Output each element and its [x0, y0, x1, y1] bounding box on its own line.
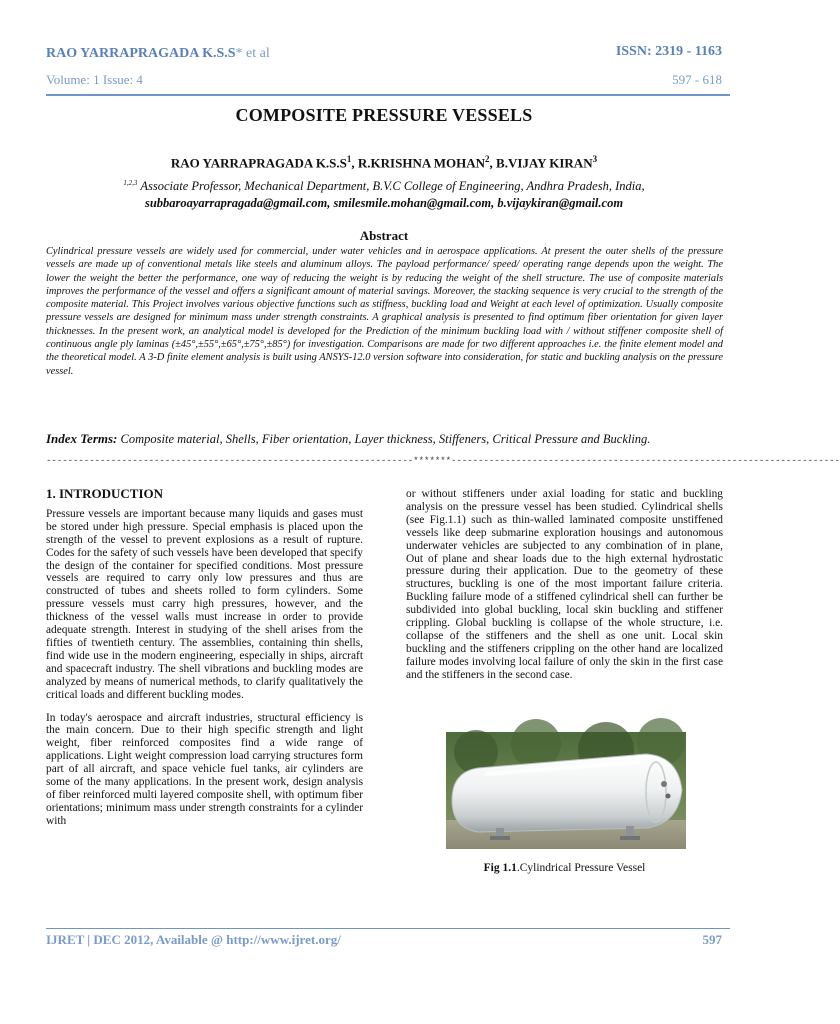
author-3-sup: 3 — [592, 154, 598, 164]
intro-paragraph-1: Pressure vessels are important because many liquids and gases must be stored under high pressure. Special emphasis is placed upon the strength of the vessel to prevent explosions as a result of rupture. Codes for the safety of such vessels have been developed that specify the design of the container for specified conditions. Most pressure vessels are required to carry only low pressures and thus are constructed of tubes and sheets rolled to form cylinders. Some pressure vessels must carry high pressures, however, and the thickness of the vessel walls must increase in order to provide adequate strength. Interest in studying of the shell arises from the fifties of twentieth century. The assemblies, containing thin shells, find wide use in the modern engineering, especially in ships, aircraft and spacecraft industry. The shell vibrations and buckling modes are analyzed by means of numerical methods, to clarify qualitatively the critical loads and different buckling modes. — [46, 507, 363, 701]
header-pages: 597 - 618 — [672, 72, 722, 87]
author-2: R.KRISHNA MOHAN — [357, 155, 486, 171]
author-list — [0, 154, 768, 171]
paper-title: COMPOSITE PRESSURE VESSELS — [235, 105, 533, 125]
header-authors — [46, 44, 270, 62]
affiliation-sup: 1,2,3 — [123, 179, 138, 187]
affiliation-text: Associate Professor, Mechanical Department, B.V.C College of Engineering, Andhra Pradesh, India, — [140, 179, 645, 194]
right-column — [406, 488, 723, 682]
figure-caption — [406, 862, 723, 874]
header-rule — [46, 94, 730, 96]
left-column — [46, 488, 363, 828]
abstract-text: Cylindrical pressure vessels are widely used for commercial, under water vehicles and in aerospace applications. At present the outer shells of the pressure vessels are made up of conventional metals like steels and aluminum alloys. The payload performance/ speed/ operating range depends upon the weight. The lower the weight the better the performance, one way of reducing the weight is by reducing the weight of the shell structure. The use of composite materials improves the performance of the vessel and offers a significant amount of material savings. Moreover, the stacking sequence is very crucial to the strength of the composite material. This Project involves various objective functions such as stiffness, buckling load and Weight at each level of optimization. Usually composite pressure vessels are designed for minimum mass under strength constraints. A graphical analysis is presented to find optimum fiber orientation for given layer thicknesses. In the present work, an analytical model is developed for the Prediction of the minimum buckling load with / without stiffener composite shell of continuous angle ply laminas (±45°,±55°,±65°,±75°,±85°) for investigation. Comparisons are made for two different approaches i.e. the finite element model and the theoretical model. A 3-D finite element analysis is built using ANSYS-12.0 version software into consideration, for static and buckling analysis on the pressure vessel. — [46, 246, 723, 377]
index-terms-label: Index Terms: — [46, 431, 118, 446]
author-1: RAO YARRAPRAGADA K.S.S — [170, 155, 347, 171]
running-header — [46, 44, 722, 62]
author-sep: , — [489, 155, 497, 171]
header-author-suffix: * et al — [235, 46, 270, 61]
author-sep: , — [351, 155, 358, 171]
author-3: B.VIJAY KIRAN — [496, 155, 593, 171]
header-volume: Volume: 1 Issue: 4 — [46, 72, 143, 87]
footer-rule — [46, 928, 730, 929]
running-subheader — [46, 72, 722, 90]
affiliation — [0, 179, 768, 194]
figure-caption-text: .Cylindrical Pressure Vessel — [516, 862, 646, 874]
index-terms — [46, 431, 736, 447]
section-heading: 1. INTRODUCTION — [46, 486, 164, 501]
pressure-vessel-image — [446, 732, 686, 849]
author-2-sup: 2 — [485, 154, 490, 164]
author-1-sup: 1 — [346, 154, 352, 164]
intro-paragraph-2: In today's aerospace and aircraft industries, structural efficiency is the main concern. Due to their high specific strength and light weight, fiber reinforced composites find a wide range of applications. Light weight compression load carrying structures form part of all aircraft, and space vehicle fuel tanks, air cylinders are some of the many applications. In the present work, design analysis of fiber reinforced multi layered composite shell, with optimum fiber orientations; minimum mass under strength constraints for a cylinder with — [46, 711, 363, 827]
figure-label: Fig 1.1 — [483, 862, 517, 874]
figure-pressure-vessel-photo — [446, 732, 686, 849]
header-author-name: RAO YARRAPRAGADA K.S.S — [46, 46, 236, 61]
index-terms-text: Composite material, Shells, Fiber orientation, Layer thickness, Stiffeners, Critical Pressure and Buckling. — [120, 432, 651, 446]
abstract-heading: Abstract — [359, 228, 409, 243]
page-footer — [46, 932, 722, 950]
header-issn: ISSN: 2319 - 1163 — [615, 44, 722, 59]
intro-paragraph-3: or without stiffeners under axial loading for static and buckling analysis on the pressure vessel has been studied. Cylindrical shells (see Fig.1.1) such as thin-walled laminated composite unstiffened vessels like deep submarine exploration housings and autonomous underwater vehicles are subjected to any combination of in plane, Out of plane and shear loads due to the high external hydrostatic pressure during their application. Due to the geometry of these structures, buckling is one of the most important failure criteria. Buckling failure mode of a stiffened cylindrical shell can further be subdivided into global buckling, local skin buckling and stiffener crippling. Global buckling is collapse of the whole structure, i.e. collapse of the stiffeners and the shell as one unit. Local skin buckling and the stiffeners crippling on the other hand are localized failure modes involving local failure of only the skin in the first case and the stiffeners in the second case. — [406, 488, 723, 681]
author-emails: subbaroayarrapragada@gmail.com, smilesmile.mohan@gmail.com, b.vijaykiran@gmail.com — [144, 196, 624, 210]
footer-journal: IJRET | DEC 2012, Available @ http://www.ijret.org/ — [46, 932, 341, 947]
section-separator: --------------------------------------------------------------------*******------------------------------------------------------------------------ — [46, 456, 840, 466]
page-number: 597 — [702, 932, 722, 947]
